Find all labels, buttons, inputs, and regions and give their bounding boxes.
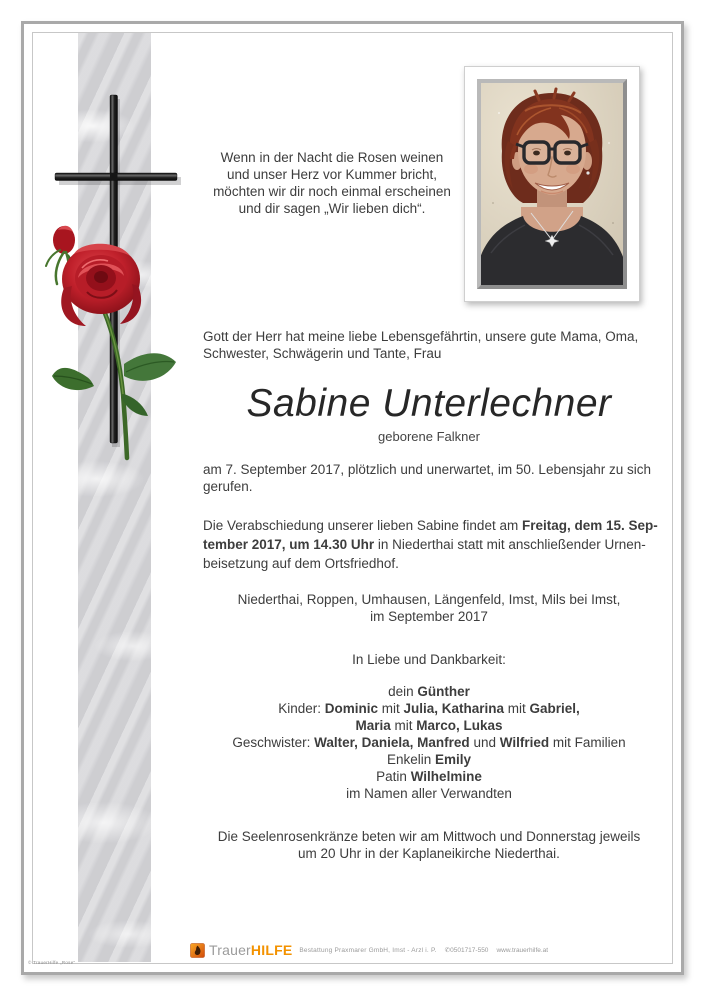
deceased-name: Sabine Unterlechner (246, 382, 612, 425)
funeral-home-footer (190, 939, 670, 961)
family-block (196, 683, 662, 802)
print-credit: © TrauerHilfe „Rose“ (28, 960, 76, 965)
footer-phone (445, 946, 489, 954)
portrait-illustration (481, 83, 623, 285)
farewell-line: tember 2017, um 14.30 Uhr in Niederthai statt mit anschließender Urnen- (203, 537, 646, 552)
brand-name-trauer: Trauer (209, 942, 251, 958)
footer-website: www.trauerhilfe.at (496, 946, 549, 954)
family-line: Kinder: Dominic mit Julia, Katharina mit Gabriel, (278, 701, 580, 716)
family-line: dein Günther (388, 684, 470, 699)
trauerhilfe-logo-icon (190, 943, 205, 958)
rosary-line: Die Seelenrosenkränze beten wir am Mittwoch und Donnerstag jeweils (217, 829, 641, 844)
poem-line: und dir sagen „Wir lieben dich“. (238, 201, 426, 216)
poem-line: und unser Herz vor Kummer bricht, (226, 167, 438, 182)
deceased-name-block (196, 382, 662, 445)
farewell-line: Die Verabschiedung unserer lieben Sabine findet am Freitag, dem 15. Sep- (203, 518, 658, 533)
rosary-line: um 20 Uhr in der Kaplaneikirche Niederthai. (298, 846, 560, 861)
phone-icon: ✆ (444, 947, 451, 954)
memorial-card (21, 21, 684, 975)
death-notice-paragraph (203, 461, 673, 495)
places-block (196, 591, 662, 625)
intro-paragraph (203, 328, 673, 362)
poem-line: möchten wir dir noch einmal erscheinen (213, 184, 451, 199)
poem (172, 149, 492, 217)
rosary-block (196, 828, 662, 862)
brand-name-hilfe: HILFE (250, 942, 293, 958)
farewell-line: beisetzung auf dem Ortsfriedhof. (203, 556, 399, 571)
cross-and-rose-art (24, 64, 209, 504)
footer-tagline: Bestattung Praxmarer GmbH, Imst - Arzl i. P. (299, 946, 437, 954)
places-line: Niederthai, Roppen, Umhausen, Längenfeld, Imst, Mils bei Imst, (237, 592, 621, 607)
family-line: Geschwister: Walter, Daniela, Manfred und Wilfried mit Familien (232, 735, 626, 750)
family-line: Maria mit Marco, Lukas (355, 718, 503, 733)
intro-line: Schwester, Schwägerin und Tante, Frau (203, 346, 442, 361)
family-line: Patin Wilhelmine (376, 769, 482, 784)
phone-number: 0501717-550 (450, 947, 489, 954)
death-notice-line: gerufen. (203, 479, 253, 494)
maiden-name: geborene Falkner (378, 429, 480, 444)
death-notice-line: am 7. September 2017, plötzlich und unerwartet, im 50. Lebensjahr zu sich (203, 462, 651, 477)
farewell-paragraph (203, 516, 673, 573)
family-line: Enkelin Emily (386, 752, 472, 767)
family-line: im Namen aller Verwandten (346, 786, 512, 801)
places-line: im September 2017 (370, 609, 488, 624)
gratitude-line: In Liebe und Dankbarkeit: (352, 652, 506, 667)
portrait-photo (477, 79, 627, 289)
intro-line: Gott der Herr hat meine liebe Lebensgefährtin, unsere gute Mama, Oma, (203, 329, 639, 344)
poem-line: Wenn in der Nacht die Rosen weinen (220, 150, 444, 165)
